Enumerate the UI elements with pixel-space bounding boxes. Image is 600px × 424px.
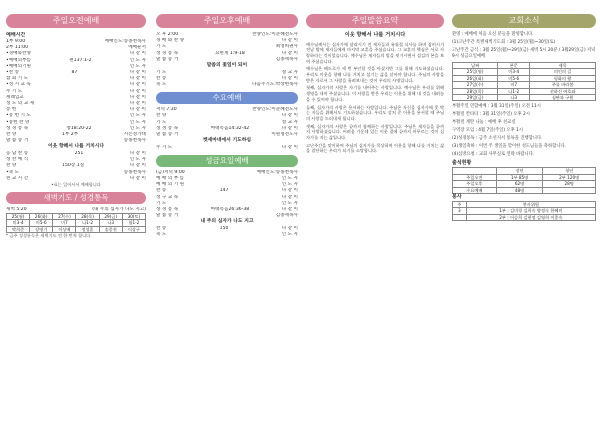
order-row: 말 씀 증 거 김종세목사 (156, 56, 298, 62)
order-row: 저녁 7:30 찬양인도:이준혜전도사 (156, 107, 298, 113)
morning-worship-banner: 주일오전예배 (6, 14, 146, 28)
order-row: 축 도 다음주기도:박상현목사 (156, 81, 298, 87)
order-row: 찬 송 다 같 이 (156, 75, 298, 81)
order-row: 축 도 인 도 자 (156, 232, 298, 238)
table-row: 2부 : 이승희 김현정 김영희 이종숙 (453, 214, 596, 220)
table-row: 수요예배 48명 (453, 187, 596, 193)
paragraph: 고난주간을 맞이하여 주님의 십자가를 묵상하며 이웃을 향해 나를 거치는 삶을 결단하는 우리가 되기를 소망합니다. (306, 142, 444, 154)
paragraph: 부활절 계란 나눔 : 예배 후 친교실 (452, 120, 516, 126)
table-row: 25일(월) 미3-4 의인의 길 (453, 69, 596, 75)
paragraph: 고난주간 금식 : 3월 25일(월)~29일(금) 새벽 5시 20분 / 3월29일(금) 저녁 9시 성금요일예배 (452, 48, 596, 59)
dawn-note: * 금주 성경통독은 새벽기도 전 한 번씩 합니다. (6, 232, 92, 238)
morning-order-list (6, 51, 146, 144)
dawn-reading-table: 25(월) 26(화) 27(수) 28(목) 29(금) 30(토) 미3-4 미5-6 미7 나1-2 나3 합1-2 박희준 장명기 이상배 정성훈 송종천 이상구 (6, 213, 146, 233)
table-row: 27일(수) 미7 주를 바라봄 (453, 82, 596, 88)
order-row: 찬 양 150장 1절 다 같 이 (6, 163, 146, 169)
wednesday-sermon-title: 켓세마네에서 기도하심 (202, 138, 251, 144)
order-row: 기 도 최영희권사 (156, 44, 298, 50)
dawn-time: 새벽 5:20 (6, 206, 27, 212)
dawn-schedule-table: 날짜 본문 제목 25일(월) 미3-4 의인의 길 26일(화) 미5-6 평화의 왕 27일(수) 미7 주를 바라봄 28일(목) 나1-2 선하신 여호와 29일(금) 나3 심판과 구원 (452, 62, 596, 101)
order-row: 기 도 설 교 자 (156, 69, 298, 75)
service-time-1: 1부 9:00 (6, 39, 26, 44)
service-label: 봉사 (452, 194, 462, 201)
morning-order-list-2 (6, 151, 146, 182)
sermon-summary-banner: 주일말씀요약 (306, 14, 444, 28)
afternoon-worship-column (156, 14, 298, 420)
order-row: 세례입교 다 같 이 (6, 94, 146, 100)
paragraph: 환영 : 예배에 처음 오신 분들을 환영합니다. (452, 32, 534, 37)
order-row: 성 경 봉 독 창18:20-22 인 도 자 (6, 125, 146, 131)
table-row: 주일오전 1부 85명 2부 120명 (453, 174, 596, 180)
order-row: 찬 양 1부 2부 시온성가대 (6, 132, 146, 138)
wednesday-worship-banner: 수요예배 (156, 92, 298, 104)
order-row: •축 도 송종천목사 (6, 169, 146, 175)
table-row: 26일(화) 미5-6 평화의 왕 (453, 75, 596, 81)
order-row: 말 씀 증 거 이원형전도사 (156, 131, 298, 137)
order-row: 예 배 의 기 원 인 도 자 (156, 182, 298, 188)
order-row: •찬 송 87 다 같 이 (6, 70, 146, 76)
table-row: 29일(금) 나3 심판과 구원 (453, 95, 596, 101)
dawn-title: (내 주의 십자가 나도 지고) (92, 206, 146, 212)
order-row: 기 도 설 교 자 (156, 119, 298, 125)
order-row: 말 씀 증 거 송종천목사 (6, 138, 146, 144)
order-row: •예배의부름 편137:1-2 인 도 자 (6, 57, 146, 63)
order-row: 오 후 2:00 찬양인도:이준혜전도사 (156, 32, 298, 37)
order-row: 경 배 와 찬 양 다 같 이 (156, 38, 298, 44)
paragraph: 둘째, 십자가의 사랑은 용서하는 사랑입니다. 주님은 자신을 십자가에 못 박는 자들을 위해서도 기도하셨습니다. 우리도 상처 준 이웃을 용서할 때 주님의 사랑을 드러내게 됩니다. (306, 104, 444, 121)
order-row: 응 답 찬 송 251 다 같 이 (6, 150, 146, 156)
order-row: 성 찬 예 식 인 도 자 (6, 157, 146, 163)
paragraph: (3)생일축하 : 이번 주 생일을 맞이한 성도님들을 축하합니다. (452, 144, 566, 150)
order-row: 예 배 의 부 름 인 도 자 (156, 176, 298, 182)
morning-worship-column: 주일오전예배 예배시간 1부 9:00 예배인도:송종천목사 2부 11:00 예배순서 •경배와찬양 다 같 이 •예배의부름 편137:1-2 인 도 자 •예배의기원 인 도 자 •찬 송 87 다 같 이 참 회 기 도 다 같 이 •성 시 교 독 다 같 이 주 기 도 다 같 이 세례입교 다 같 이 성 도 의 교 제 다 같 이 봉 헌 다 같 이 •봉 헌 기 도 인 도 자 •봉헌 찬 양 인 도 자 성 경 봉 독 창18:20-22 인 도 자 찬 양 1부 2부 시온성가대 말 씀 증 거 송종천목사 이웃 향해서 나를 거치시다 응 답 찬 송 251 다 같 이 성 찬 예 식 인 도 자 찬 양 150장 1절 다 같 이 •축 도 송종천목사 친 교 시 간 다 같 이 •표는 일어서서 예배합니다 새벽기도 / 성경통독 새벽 5:20 (내 주의 십자가 나도 지고) 25(월) 26(화) 27(수) 28(목) 29(금) 30(토) 미3-4 미5-6 미7 나1-2 나3 합1-2 박희준 장명기 이상배 정성훈 송종천 이상구 * 금주 성경통독은 새벽기도 전 한 번씩 합니다. (6, 16, 146, 238)
service-leader: 예배인도:송종천목사 (104, 39, 146, 44)
order-row: 참 회 기 도 다 같 이 (6, 76, 146, 82)
order-row: 성 경 봉 독 마태복음26:36-38 다 같 이 (156, 207, 298, 213)
order-row: 성 도 의 교 제 다 같 이 (6, 101, 146, 107)
stand-note: •표는 일어서서 예배합니다 (51, 181, 101, 187)
afternoon-sermon-title: 말씀의 꽃잎이 되어 (206, 63, 248, 69)
table-row: 28일(목) 나1-2 선하신 여호와 (453, 88, 596, 94)
paragraph: 구역장 모임 : 4월 7일(주일) 오후 1시 (452, 128, 524, 134)
table-row: 3 1부 : 김미경 김희숙 양정숙 한혜미 (453, 208, 596, 214)
paragraph: (1)고난주간 특별새벽기도회 : 3월 25일(월)~30일(토) (452, 40, 556, 45)
order-row: 봉 헌 다 같 이 (6, 107, 146, 113)
order-row: 찬 송 147 다 같 이 (156, 188, 298, 194)
order-row: 말 씀 증 거 김종세목사 (156, 213, 298, 219)
church-news-banner: 교회소식 (452, 14, 596, 28)
paragraph: (4)심방요청 : 교회 사무실로 연락 바랍니다. (452, 152, 535, 158)
order-row: 성 경 봉 독 요한계 1:9-18 다 같 이 (156, 50, 298, 56)
order-row: 찬 양 다 같 이 (156, 113, 298, 119)
order-row: 주 기 도 다 같 이 (156, 144, 298, 150)
paragraph: 부활절 칸타타 : 3월 31일(주일) 오후 2시 (452, 112, 530, 118)
attendance-label: 출석현황 (452, 160, 472, 167)
sermon-summary-title: 이웃 향해서 나를 거치시다 (344, 32, 406, 38)
service-time-2: 2부 11:00 (6, 45, 29, 51)
good-friday-banner: 성금요일예배 (156, 155, 298, 167)
order-row: •경배와찬양 다 같 이 (6, 51, 146, 57)
service-table: 주 봉사위원 3 1부 : 김미경 김희숙 양정숙 한혜미 2부 : 이승희 김현정 김영희 이종숙 (452, 201, 596, 221)
order-row: •예배의기원 인 도 자 (6, 63, 146, 69)
order-row: 성 경 봉 독 마태복음14:32-42 다 같 이 (156, 125, 298, 131)
sermon-summary-text (306, 42, 444, 155)
dawn-prayer-banner: 새벽기도 / 성경통독 (6, 192, 146, 204)
afternoon-worship-banner: 주일오후예배 (156, 14, 298, 28)
paragraph: 첫째, 십자가의 사랑은 자기를 내어주는 사랑입니다. 예수님은 우리를 위해 생명을 내어 주셨습니다. 이 사랑을 받은 우리는 이웃을 위해 내 것을 내려놓을 수 있어야 합니다. (306, 85, 444, 102)
order-row: 주 기 도 다 같 이 (6, 88, 146, 94)
morning-sermon-title: 이웃 향해서 나를 거치시다 (48, 144, 104, 150)
order-row: 친 교 시 간 다 같 이 (6, 175, 146, 181)
paragraph: (2)성경통독 : 금주 소선지서 통독을 진행합니다. (452, 136, 543, 142)
order-row: 기 도 인 도 자 (156, 200, 298, 206)
paragraph: 예수님은 베드로가 세 번 부인할 것을 아셨지만 그를 위해 기도하셨습니다. 우리도 이웃을 향해 나를 거치고 섬기는 삶을 살아야 합니다. 주님의 사랑을 받은 자로서 그 사랑을 흘려보내는 것이 우리의 사명입니다. (306, 66, 444, 83)
church-news-column (452, 14, 596, 420)
order-row: (금)저녁 9:00 예배인도:송종천목사 (156, 169, 298, 175)
sermon-summary-column (306, 14, 444, 420)
order-row: •봉헌 찬 양 인 도 자 (6, 119, 146, 125)
order-row: •성 시 교 독 다 같 이 (6, 82, 146, 88)
order-row: •봉 헌 기 도 인 도 자 (6, 113, 146, 119)
table-row: 주일오후 62명 28명 (453, 181, 596, 187)
attendance-table: 장년 청년 주일오전 1부 85명 2부 120명 주일오후 62명 28명 수요예배 48명 (452, 167, 596, 194)
paragraph: 셋째, 십자가의 사랑은 끝까지 함께하는 사랑입니다. 주님은 제자들을 끝까지 사랑하셨습니다. 어려움 가운데 있는 이웃 곁에 끝까지 머무르는 것이 십자가를 지는 삶입니다. (306, 123, 444, 141)
paragraph: 부활주일 연합예배 : 3월 31일(주일) 오전 11시 (452, 104, 541, 110)
good-friday-sermon-title: 내 주의 십자가 나도 지고 (200, 219, 254, 225)
order-row: 찬 송 150 다 같 이 (156, 225, 298, 231)
paragraph: 예수님께서는 십자가에 달리시기 전 제자들과 유월절 식사를 하며 잡히시기 전날 밤에 제자들에게 마지막 교훈을 주셨습니다. 그 교훈의 핵심은 서로 사랑하라는 것이었습니다. 예수님은 제자들의 발을 씻기시면서 섬김의 본을 보여 주셨습니다. (306, 41, 444, 64)
order-row: 성 구 교 독 다 같 이 (156, 194, 298, 200)
